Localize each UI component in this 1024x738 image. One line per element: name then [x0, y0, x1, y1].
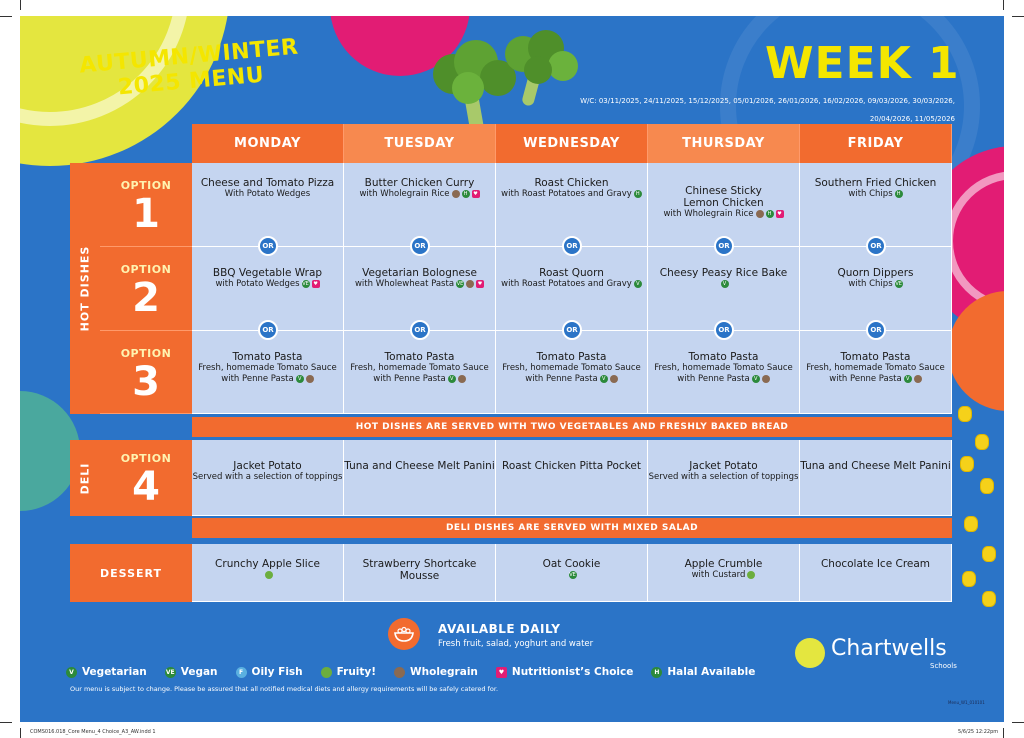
- vegan-icon: VE: [302, 280, 309, 287]
- dish-name: Tomato Pasta: [536, 351, 607, 363]
- menu-cell: [192, 247, 344, 331]
- vegetarian-icon: V: [296, 375, 304, 383]
- allergy-note: Our menu is subject to change. Please be assured that all notified medical diets and allergy requirements will be safely catered for.: [70, 685, 499, 693]
- dessert-label: DESSERT: [70, 544, 192, 602]
- week-dates: [575, 92, 955, 128]
- menu-cell: [800, 247, 952, 331]
- legend-item-nutritionists-choice: [496, 666, 633, 678]
- dish-name: Tomato Pasta: [840, 351, 911, 363]
- option-word: OPTION: [120, 263, 172, 276]
- menu-title: AUTUMN/WINTER 2025 MENU: [78, 34, 300, 101]
- section-label: DELI: [78, 462, 92, 494]
- nutritionists-choice-icon: ♥: [777, 210, 782, 217]
- side-text: with Wholegrain Rice: [663, 209, 754, 219]
- dish-side: [192, 374, 343, 385]
- wholegrain-icon: [458, 375, 466, 383]
- menu-cell: [344, 247, 496, 331]
- halal-icon: H: [634, 190, 642, 198]
- vegetarian-icon: V: [66, 667, 77, 678]
- vegetarian-icon: V: [634, 280, 642, 288]
- vegan-icon: VE: [456, 280, 464, 287]
- menu-sheet: [20, 16, 1004, 722]
- or-marker: OR: [410, 320, 430, 340]
- dish-name: Vegetarian Bolognese: [362, 267, 477, 279]
- dish-name: Roast Quorn: [539, 267, 604, 279]
- or-marker: OR: [258, 236, 278, 256]
- nutritionists-choice-icon: ♥: [473, 190, 478, 197]
- dish-side: [192, 279, 343, 290]
- or-marker: OR: [410, 236, 430, 256]
- available-daily-title: AVAILABLE DAILY: [438, 622, 561, 636]
- day-header-monday: MONDAY: [192, 124, 344, 163]
- dish-name: Cheese and Tomato Pizza: [200, 177, 335, 189]
- wholegrain-icon: [394, 667, 405, 678]
- menu-cell: [648, 544, 800, 602]
- menu-cell: [648, 163, 800, 247]
- legend-label: Wholegrain: [410, 666, 478, 678]
- section-label: HOT DISHES: [78, 245, 92, 332]
- dish-side: Fresh, homemade Tomato Sauce: [198, 363, 337, 373]
- menu-cell: [648, 440, 800, 516]
- dish-name: Roast Chicken: [534, 177, 609, 189]
- brand-name: Chartwells: [831, 636, 947, 661]
- side-text: with Penne Pasta: [373, 374, 446, 384]
- dish-name: Chinese Sticky Lemon Chicken: [683, 185, 764, 209]
- dish-name: BBQ Vegetable Wrap: [212, 267, 323, 279]
- side-text: with Penne Pasta: [221, 374, 294, 384]
- legend-label: Oily Fish: [251, 666, 303, 678]
- wholegrain-icon: [306, 375, 314, 383]
- side-text: with Chips: [848, 189, 893, 199]
- dish-name: Jacket Potato: [689, 460, 758, 472]
- hot-dishes-label: [70, 163, 100, 414]
- dish-name: Cheesy Peasy Rice Bake: [659, 267, 788, 279]
- wholegrain-icon: [610, 375, 618, 383]
- hot-dishes-banner: HOT DISHES ARE SERVED WITH TWO VEGETABLES AND FRESHLY BAKED BREAD: [192, 417, 952, 437]
- menu-cell: [800, 331, 952, 414]
- wholegrain-icon: [452, 190, 460, 198]
- menu-cell: [344, 440, 496, 516]
- dish-name: Tomato Pasta: [232, 351, 303, 363]
- dish-name: Tuna and Cheese Melt Panini: [344, 460, 495, 472]
- wholegrain-icon: [762, 375, 770, 383]
- option-word: OPTION: [120, 179, 172, 192]
- or-marker: OR: [562, 320, 582, 340]
- legend-label: Fruity!: [336, 666, 377, 678]
- legend-label: Nutritionist’s Choice: [511, 666, 634, 678]
- menu-cell: [496, 163, 648, 247]
- menu-cell: [496, 440, 648, 516]
- dish-side: Fresh, homemade Tomato Sauce: [806, 363, 945, 373]
- print-slug-right: 5/6/25 12:22pm: [958, 729, 999, 735]
- side-text: with Roast Potatoes and Gravy: [501, 279, 632, 289]
- fruity-icon: [265, 571, 273, 579]
- dish-name: Quorn Dippers: [837, 267, 914, 279]
- side-text: with Penne Pasta: [677, 374, 750, 384]
- dish-side: [344, 374, 495, 385]
- dates-line: W/C: 03/11/2025, 24/11/2025, 15/12/2025, 05/01/2026, 26/01/2026, 16/02/2026, 09/03/2026, 30/03/2026,: [580, 97, 955, 105]
- crop-mark: [0, 722, 12, 723]
- dish-side: [496, 279, 647, 290]
- side-text: with Penne Pasta: [525, 374, 598, 384]
- crop-mark: [20, 728, 21, 738]
- dish-side: [344, 279, 495, 290]
- legend-item-wholegrain: [394, 666, 478, 678]
- legend-item-vegetarian: [66, 666, 147, 678]
- menu-cell: [192, 544, 344, 602]
- vegan-icon: VE: [165, 668, 175, 676]
- menu-cell: [496, 331, 648, 414]
- oily-fish-icon: F: [236, 667, 247, 678]
- dish-name: Tomato Pasta: [384, 351, 455, 363]
- side-text: with Penne Pasta: [829, 374, 902, 384]
- dish-name: Tuna and Cheese Melt Panini: [800, 460, 951, 472]
- dish-name: Butter Chicken Curry: [364, 177, 475, 189]
- or-marker: OR: [258, 320, 278, 340]
- dish-side: [496, 189, 647, 200]
- option-3-label: [100, 331, 192, 414]
- print-slug-left: COMS016.018_Core Menu_4 Choice_A3_AW.indd 1: [30, 729, 156, 735]
- crop-mark: [1003, 728, 1004, 738]
- legend-item-vegan: [165, 666, 218, 678]
- corn-icon: [962, 571, 976, 587]
- chartwells-logo: [795, 634, 965, 674]
- menu-cell: [496, 544, 648, 602]
- option-number: 4: [132, 464, 160, 510]
- dish-side: [800, 279, 951, 290]
- dish-name: Tomato Pasta: [688, 351, 759, 363]
- dish-name: Apple Crumble: [684, 558, 763, 570]
- legend-label: Vegetarian: [82, 666, 147, 678]
- dish-side: [648, 209, 799, 220]
- crop-mark: [0, 16, 12, 17]
- dish-side: [648, 570, 799, 581]
- or-marker: OR: [714, 236, 734, 256]
- dish-side: [800, 374, 951, 385]
- crop-mark: [1003, 0, 1004, 10]
- dish-side: [648, 279, 799, 290]
- corn-icon: [982, 591, 996, 607]
- day-header-wednesday: WEDNESDAY: [496, 124, 648, 163]
- side-text: with Wholegrain Rice: [359, 189, 450, 199]
- dish-name: Crunchy Apple Slice: [215, 558, 320, 570]
- or-marker: OR: [714, 320, 734, 340]
- fruity-icon: [747, 571, 755, 579]
- day-header-tuesday: TUESDAY: [344, 124, 496, 163]
- deli-label: [70, 440, 100, 516]
- corn-icon: [982, 546, 996, 562]
- side-text: with Custard: [691, 570, 746, 580]
- side-text: with Potato Wedges: [215, 279, 300, 289]
- wholegrain-icon: [466, 280, 474, 288]
- menu-cell: [800, 440, 952, 516]
- dish-side: Fresh, homemade Tomato Sauce: [502, 363, 641, 373]
- option-word: OPTION: [120, 347, 172, 360]
- crop-mark: [20, 0, 21, 10]
- vegetarian-icon: V: [904, 375, 912, 383]
- dish-side: [496, 570, 647, 581]
- fruity-icon: [321, 667, 332, 678]
- option-number: 1: [132, 191, 160, 237]
- option-word: OPTION: [120, 452, 172, 465]
- day-header-friday: FRIDAY: [800, 124, 952, 163]
- salad-bowl-icon: [388, 618, 420, 650]
- menu-cell: [648, 331, 800, 414]
- vegan-icon: VE: [569, 571, 576, 578]
- dish-name: Strawberry Shortcake Mousse: [362, 558, 477, 582]
- halal-icon: H: [651, 667, 662, 678]
- available-daily-text: Fresh fruit, salad, yoghurt and water: [438, 639, 594, 649]
- legend-label: Vegan: [180, 666, 218, 678]
- broccoli-icon: [418, 26, 588, 136]
- side-text: with Roast Potatoes and Gravy: [501, 189, 632, 199]
- nutritionists-choice-icon: ♥: [496, 667, 507, 678]
- option-number: 3: [132, 359, 160, 405]
- crop-mark: [1012, 16, 1024, 17]
- vegetarian-icon: V: [600, 375, 608, 383]
- halal-icon: H: [895, 190, 903, 198]
- dish-side: [800, 189, 951, 200]
- legend-item-halal: [651, 666, 755, 678]
- or-marker: OR: [866, 320, 886, 340]
- menu-cell: [192, 163, 344, 247]
- dish-name: Jacket Potato: [233, 460, 302, 472]
- dish-side: Fresh, homemade Tomato Sauce: [350, 363, 489, 373]
- dish-side: Fresh, homemade Tomato Sauce: [654, 363, 793, 373]
- menu-cell: [800, 163, 952, 247]
- dish-name: Oat Cookie: [542, 558, 601, 570]
- menu-cell: [192, 440, 344, 516]
- dish-side: Served with a selection of toppings: [192, 472, 343, 482]
- or-marker: OR: [562, 236, 582, 256]
- wholegrain-icon: [756, 210, 764, 218]
- menu-cell: [344, 331, 496, 414]
- nutritionists-choice-icon: ♥: [313, 280, 318, 287]
- menu-cell: [800, 544, 952, 602]
- dish-name: Southern Fried Chicken: [814, 177, 937, 189]
- menu-cell: [344, 544, 496, 602]
- corn-icon: [980, 478, 994, 494]
- side-text: with Wholewheat Pasta: [354, 279, 455, 289]
- vegetarian-icon: V: [752, 375, 760, 383]
- corn-icon: [960, 456, 974, 472]
- brand-sub: Schools: [930, 662, 957, 670]
- dish-name: Roast Chicken Pitta Pocket: [502, 460, 641, 472]
- legend-item-fruity: [321, 666, 376, 678]
- corn-icon: [964, 516, 978, 532]
- crop-mark: [1012, 722, 1024, 723]
- dish-name: Chocolate Ice Cream: [820, 558, 931, 570]
- option-1-label: [100, 163, 192, 247]
- dish-side: [496, 374, 647, 385]
- halal-icon: H: [462, 190, 470, 198]
- day-header-thursday: THURSDAY: [648, 124, 800, 163]
- side-text: with Chips: [848, 279, 893, 289]
- dish-side: Served with a selection of toppings: [648, 472, 799, 482]
- option-4-label: [100, 440, 192, 516]
- or-marker: OR: [866, 236, 886, 256]
- vegan-icon: VE: [895, 280, 902, 287]
- dish-side: [648, 374, 799, 385]
- week-title: WEEK 1: [765, 38, 960, 89]
- deli-banner: DELI DISHES ARE SERVED WITH MIXED SALAD: [192, 518, 952, 538]
- vegetarian-icon: V: [448, 375, 456, 383]
- corn-icon: [958, 406, 972, 422]
- wholegrain-icon: [914, 375, 922, 383]
- dish-side: With Potato Wedges: [224, 189, 311, 199]
- dish-side: [192, 570, 343, 581]
- vegetarian-icon: V: [721, 280, 729, 288]
- option-number: 2: [132, 275, 160, 321]
- menu-cell: [648, 247, 800, 331]
- menu-code: Menu_W1_010101: [948, 700, 985, 705]
- legend: [66, 666, 755, 678]
- dish-side: [344, 189, 495, 200]
- legend-label: Halal Available: [667, 666, 756, 678]
- chartwells-mark-icon: [795, 638, 825, 668]
- menu-cell: [496, 247, 648, 331]
- option-2-label: [100, 247, 192, 331]
- corn-icon: [975, 434, 989, 450]
- menu-cell: [192, 331, 344, 414]
- legend-item-oily-fish: [236, 666, 303, 678]
- nutritionists-choice-icon: ♥: [477, 280, 483, 287]
- menu-cell: [344, 163, 496, 247]
- dates-line: 20/04/2026, 11/05/2026: [869, 115, 955, 123]
- halal-icon: H: [766, 210, 774, 218]
